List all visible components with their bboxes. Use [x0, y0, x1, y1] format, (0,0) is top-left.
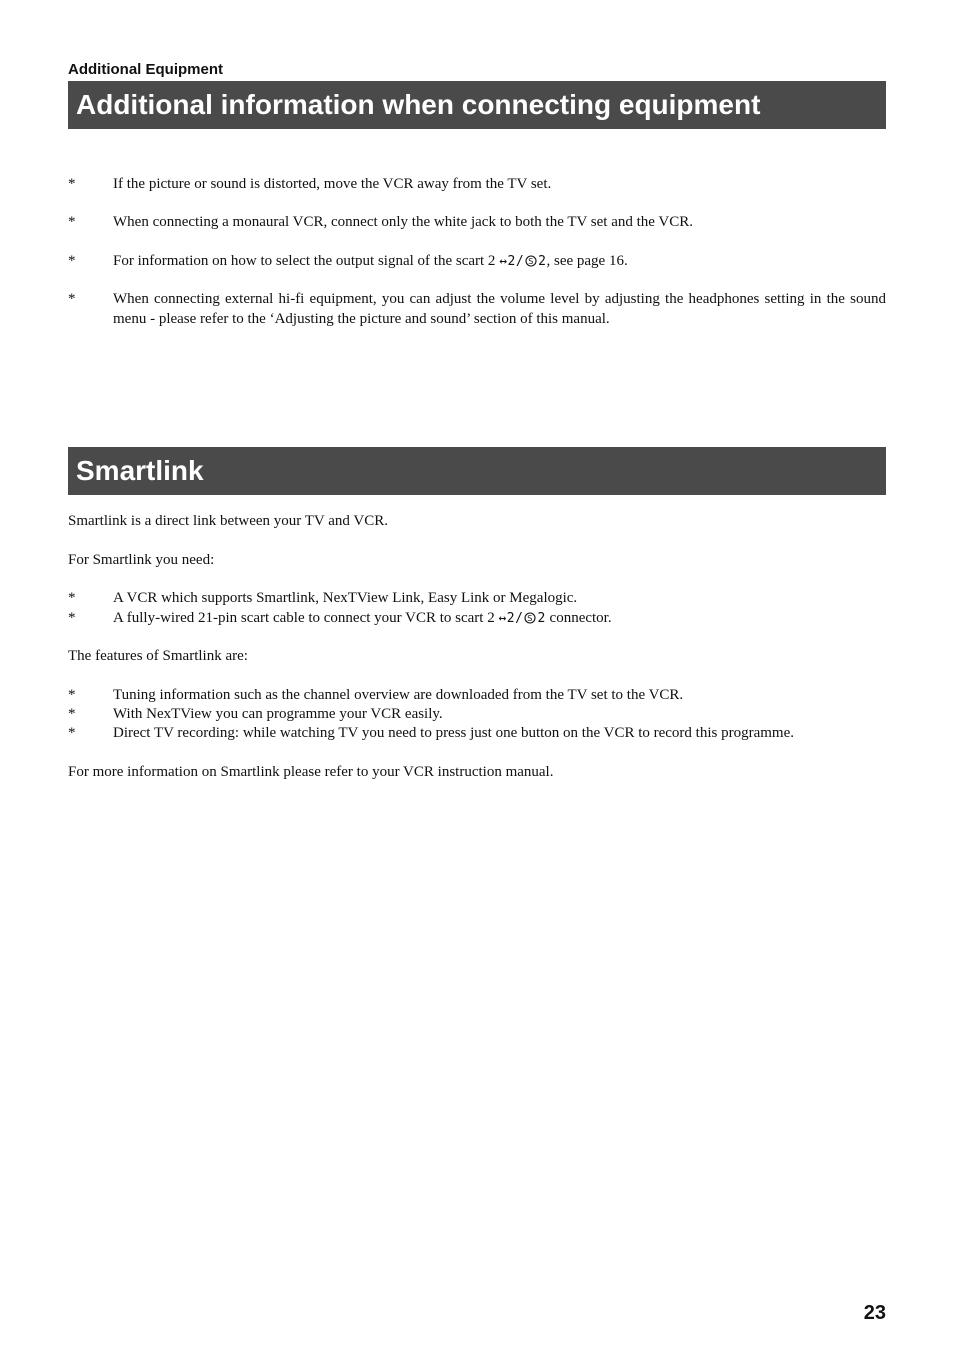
- list-item: [68, 685, 886, 705]
- bullet-text: Direct TV recording: while watching TV you need to press just one button on the VCR to record this programme.: [113, 725, 794, 741]
- scart-2-symbol: [499, 252, 546, 272]
- smartlink-intro: Smartlink is a direct link between your TV and VCR.: [68, 513, 388, 529]
- bullet-text: When connecting a monaural VCR, connect only the white jack to both the TV set and the VCR.: [113, 214, 694, 230]
- bullet-marker: *: [68, 214, 76, 230]
- bullet-text: A VCR which supports Smartlink, NexTView Link, Easy Link or Megalogic.: [113, 590, 578, 606]
- scart-input-label: ↔2/: [499, 254, 525, 269]
- scart-s-video-icon: [523, 612, 537, 624]
- list-item: [68, 704, 886, 724]
- bullet-text-before: A fully-wired 21-pin scart cable to connect your VCR to scart 2: [113, 610, 499, 626]
- bullet-text: With NexTView you can programme your VCR easily.: [113, 706, 443, 722]
- list-item: [68, 289, 886, 329]
- list-item: [68, 723, 886, 743]
- bullet-text-after: , see page 16.: [546, 253, 628, 269]
- bullet-text: If the picture or sound is distorted, move the VCR away from the TV set.: [113, 176, 552, 192]
- list-item: [68, 174, 886, 194]
- bullet-marker: *: [68, 590, 76, 606]
- bullet-marker: *: [68, 253, 76, 269]
- scart-s-video-icon: [524, 255, 538, 267]
- list-item: [68, 588, 886, 608]
- smartlink-need-label: For Smartlink you need:: [68, 552, 215, 568]
- section-title-smartlink: Smartlink: [68, 447, 886, 495]
- bullet-marker: *: [68, 610, 76, 626]
- bullet-text-before: For information on how to select the output signal of the scart 2: [113, 253, 500, 269]
- bullet-text: [113, 251, 886, 272]
- section-title-additional-info: Additional information when connecting equipment: [68, 81, 886, 129]
- scart-input-number: 2: [537, 611, 546, 626]
- bullet-marker: *: [68, 687, 76, 703]
- svg-text:S: S: [528, 257, 534, 266]
- list-item: [68, 212, 886, 232]
- page-number: 23: [863, 1302, 886, 1324]
- bullet-text: [113, 608, 886, 629]
- scart-2-symbol: [498, 609, 545, 629]
- bullet-text-after: connector.: [545, 610, 612, 626]
- smartlink-footer-note: For more information on Smartlink please refer to your VCR instruction manual.: [68, 764, 554, 780]
- bullet-marker: *: [68, 176, 76, 192]
- bullet-marker: *: [68, 725, 76, 741]
- smartlink-features-label: The features of Smartlink are:: [68, 648, 248, 664]
- bullet-marker: *: [68, 706, 76, 722]
- section-label: Additional Equipment: [68, 61, 223, 78]
- bullet-text: When connecting external hi-fi equipment, you can adjust the volume level by adjusting the headphones setting in the sound menu - please refer to the ‘Adjusting the picture and sound’ section of this manual.: [113, 291, 886, 327]
- bullet-marker: *: [68, 291, 76, 307]
- bullet-text: Tuning information such as the channel overview are downloaded from the TV set to the VCR.: [113, 687, 684, 703]
- svg-text:S: S: [527, 614, 534, 623]
- scart-input-number: 2: [538, 254, 547, 269]
- list-item: [68, 608, 886, 629]
- list-item: [68, 251, 886, 272]
- scart-input-label: ↔2/: [498, 611, 524, 626]
